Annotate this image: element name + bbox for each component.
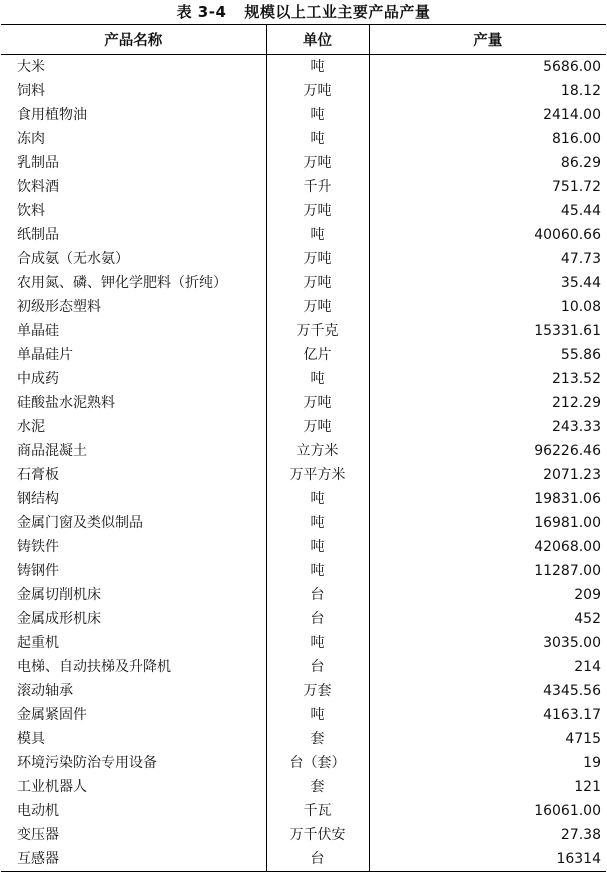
output-value-cell: 4345.56 [369, 679, 606, 703]
table-row [1, 559, 606, 583]
output-value-cell: 45.44 [369, 199, 606, 223]
product-name-cell: 合成氨（无水氨） [17, 251, 129, 267]
output-value-cell: 751.72 [369, 175, 606, 199]
unit-cell: 万套 [266, 679, 369, 703]
unit-cell: 立方米 [266, 439, 369, 463]
output-value-cell: 16061.00 [369, 799, 606, 823]
output-value-cell: 4163.17 [369, 703, 606, 727]
unit-cell: 吨 [266, 103, 369, 127]
product-name-cell: 石膏板 [17, 467, 59, 483]
product-name-cell: 食用植物油 [17, 107, 87, 123]
table-title-text: 规模以上工业主要产品产量 [244, 3, 431, 21]
table-row [1, 823, 606, 847]
product-name-cell: 纸制品 [17, 227, 59, 243]
table-row [1, 391, 606, 415]
table-row [1, 583, 606, 607]
product-name-cell: 金属紧固件 [17, 707, 87, 723]
product-name-cell: 初级形态塑料 [17, 299, 101, 315]
unit-cell: 吨 [266, 703, 369, 727]
table-row [1, 199, 606, 223]
table-row [1, 751, 606, 775]
output-value-cell: 19 [369, 751, 606, 775]
product-name-cell: 环境污染防治专用设备 [17, 755, 157, 771]
header-product-name: 产品名称 [1, 25, 266, 55]
output-value-cell: 42068.00 [369, 535, 606, 559]
unit-cell: 台 [266, 607, 369, 631]
output-value-cell: 212.29 [369, 391, 606, 415]
table-row [1, 607, 606, 631]
table-row [1, 247, 606, 271]
table-row [1, 79, 606, 103]
unit-cell: 万吨 [266, 247, 369, 271]
product-name-cell: 金属成形机床 [17, 611, 101, 627]
product-name-cell: 农用氮、磷、钾化学肥料（折纯） [17, 275, 227, 291]
table-title [0, 0, 607, 24]
table-row [1, 367, 606, 391]
output-value-cell: 5686.00 [369, 55, 606, 80]
product-output-table [1, 24, 606, 872]
unit-cell: 吨 [266, 367, 369, 391]
table-row [1, 175, 606, 199]
unit-cell: 吨 [266, 55, 369, 80]
unit-cell: 万吨 [266, 415, 369, 439]
unit-cell: 吨 [266, 631, 369, 655]
output-value-cell: 16314 [369, 847, 606, 872]
product-name-cell: 电动机 [17, 803, 59, 819]
output-value-cell: 209 [369, 583, 606, 607]
table-row [1, 271, 606, 295]
unit-cell: 亿片 [266, 343, 369, 367]
output-value-cell: 816.00 [369, 127, 606, 151]
output-value-cell: 27.38 [369, 823, 606, 847]
output-value-cell: 40060.66 [369, 223, 606, 247]
product-name-cell: 商品混凝土 [17, 443, 87, 459]
product-name-cell: 中成药 [17, 371, 59, 387]
unit-cell: 万吨 [266, 79, 369, 103]
unit-cell: 千瓦 [266, 799, 369, 823]
unit-cell: 套 [266, 775, 369, 799]
output-value-cell: 11287.00 [369, 559, 606, 583]
product-name-cell: 电梯、自动扶梯及升降机 [17, 659, 171, 675]
unit-cell: 万吨 [266, 151, 369, 175]
product-name-cell: 互感器 [1, 847, 266, 872]
table-row [1, 127, 606, 151]
output-value-cell: 452 [369, 607, 606, 631]
product-name-cell: 饮料 [17, 203, 45, 219]
output-value-cell: 3035.00 [369, 631, 606, 655]
output-value-cell: 243.33 [369, 415, 606, 439]
product-name-cell: 单晶硅 [17, 323, 59, 339]
product-name-cell: 冻肉 [17, 131, 45, 147]
product-name-cell: 钢结构 [17, 491, 59, 507]
unit-cell: 千升 [266, 175, 369, 199]
table-row [1, 343, 606, 367]
header-row [1, 25, 606, 55]
table-row [1, 799, 606, 823]
table-row [1, 487, 606, 511]
product-name-cell: 金属切削机床 [17, 587, 101, 603]
unit-cell: 万平方米 [266, 463, 369, 487]
product-name-cell: 变压器 [17, 827, 59, 843]
output-value-cell: 55.86 [369, 343, 606, 367]
table-row [1, 295, 606, 319]
unit-cell: 万吨 [266, 391, 369, 415]
table-row [1, 103, 606, 127]
product-name-cell: 铸铁件 [17, 539, 59, 555]
table-row [1, 535, 606, 559]
product-name-cell: 起重机 [17, 635, 59, 651]
table-row [1, 415, 606, 439]
output-value-cell: 15331.61 [369, 319, 606, 343]
output-value-cell: 96226.46 [369, 439, 606, 463]
header-output: 产量 [369, 25, 606, 55]
unit-cell: 套 [266, 727, 369, 751]
table-number: 表 3-4 [176, 3, 227, 21]
product-name-cell: 铸钢件 [17, 563, 59, 579]
output-value-cell: 2414.00 [369, 103, 606, 127]
output-value-cell: 10.08 [369, 295, 606, 319]
table-row [1, 727, 606, 751]
unit-cell: 吨 [266, 127, 369, 151]
table-row [1, 703, 606, 727]
product-name-cell: 滚动轴承 [17, 683, 73, 699]
product-name-cell: 乳制品 [17, 155, 59, 171]
unit-cell: 台 [266, 655, 369, 679]
table-body [1, 55, 606, 872]
product-name-cell: 模具 [17, 731, 45, 747]
output-value-cell: 86.29 [369, 151, 606, 175]
output-value-cell: 4715 [369, 727, 606, 751]
output-value-cell: 35.44 [369, 271, 606, 295]
unit-cell: 万吨 [266, 295, 369, 319]
output-value-cell: 214 [369, 655, 606, 679]
unit-cell: 吨 [266, 487, 369, 511]
table-row [1, 319, 606, 343]
table-row [1, 775, 606, 799]
unit-cell: 万吨 [266, 271, 369, 295]
table-row [1, 439, 606, 463]
output-value-cell: 2071.23 [369, 463, 606, 487]
table-row [1, 55, 606, 80]
output-value-cell: 18.12 [369, 79, 606, 103]
output-value-cell: 47.73 [369, 247, 606, 271]
header-unit: 单位 [266, 25, 369, 55]
product-name-cell: 单晶硅片 [17, 347, 73, 363]
table-row [1, 655, 606, 679]
unit-cell: 台 [266, 847, 369, 872]
output-value-cell: 121 [369, 775, 606, 799]
table-row [1, 631, 606, 655]
product-name-cell: 金属门窗及类似制品 [17, 515, 143, 531]
output-value-cell: 213.52 [369, 367, 606, 391]
unit-cell: 台 [266, 583, 369, 607]
unit-cell: 吨 [266, 511, 369, 535]
product-name-cell: 工业机器人 [17, 779, 87, 795]
unit-cell: 吨 [266, 223, 369, 247]
unit-cell: 吨 [266, 535, 369, 559]
output-value-cell: 16981.00 [369, 511, 606, 535]
table-row [1, 463, 606, 487]
table-row [1, 511, 606, 535]
table-row [1, 223, 606, 247]
unit-cell: 万吨 [266, 199, 369, 223]
product-name-cell: 饮料酒 [17, 179, 59, 195]
product-name-cell: 硅酸盐水泥熟料 [17, 395, 115, 411]
table-row [1, 847, 606, 872]
product-name-cell: 饲料 [17, 83, 45, 99]
output-value-cell: 19831.06 [369, 487, 606, 511]
table-row [1, 679, 606, 703]
product-name-cell: 水泥 [17, 419, 45, 435]
product-name-cell: 大米 [17, 59, 45, 75]
unit-cell: 台（套） [266, 751, 369, 775]
unit-cell: 吨 [266, 559, 369, 583]
unit-cell: 万千克 [266, 319, 369, 343]
unit-cell: 万千伏安 [266, 823, 369, 847]
table-row [1, 151, 606, 175]
